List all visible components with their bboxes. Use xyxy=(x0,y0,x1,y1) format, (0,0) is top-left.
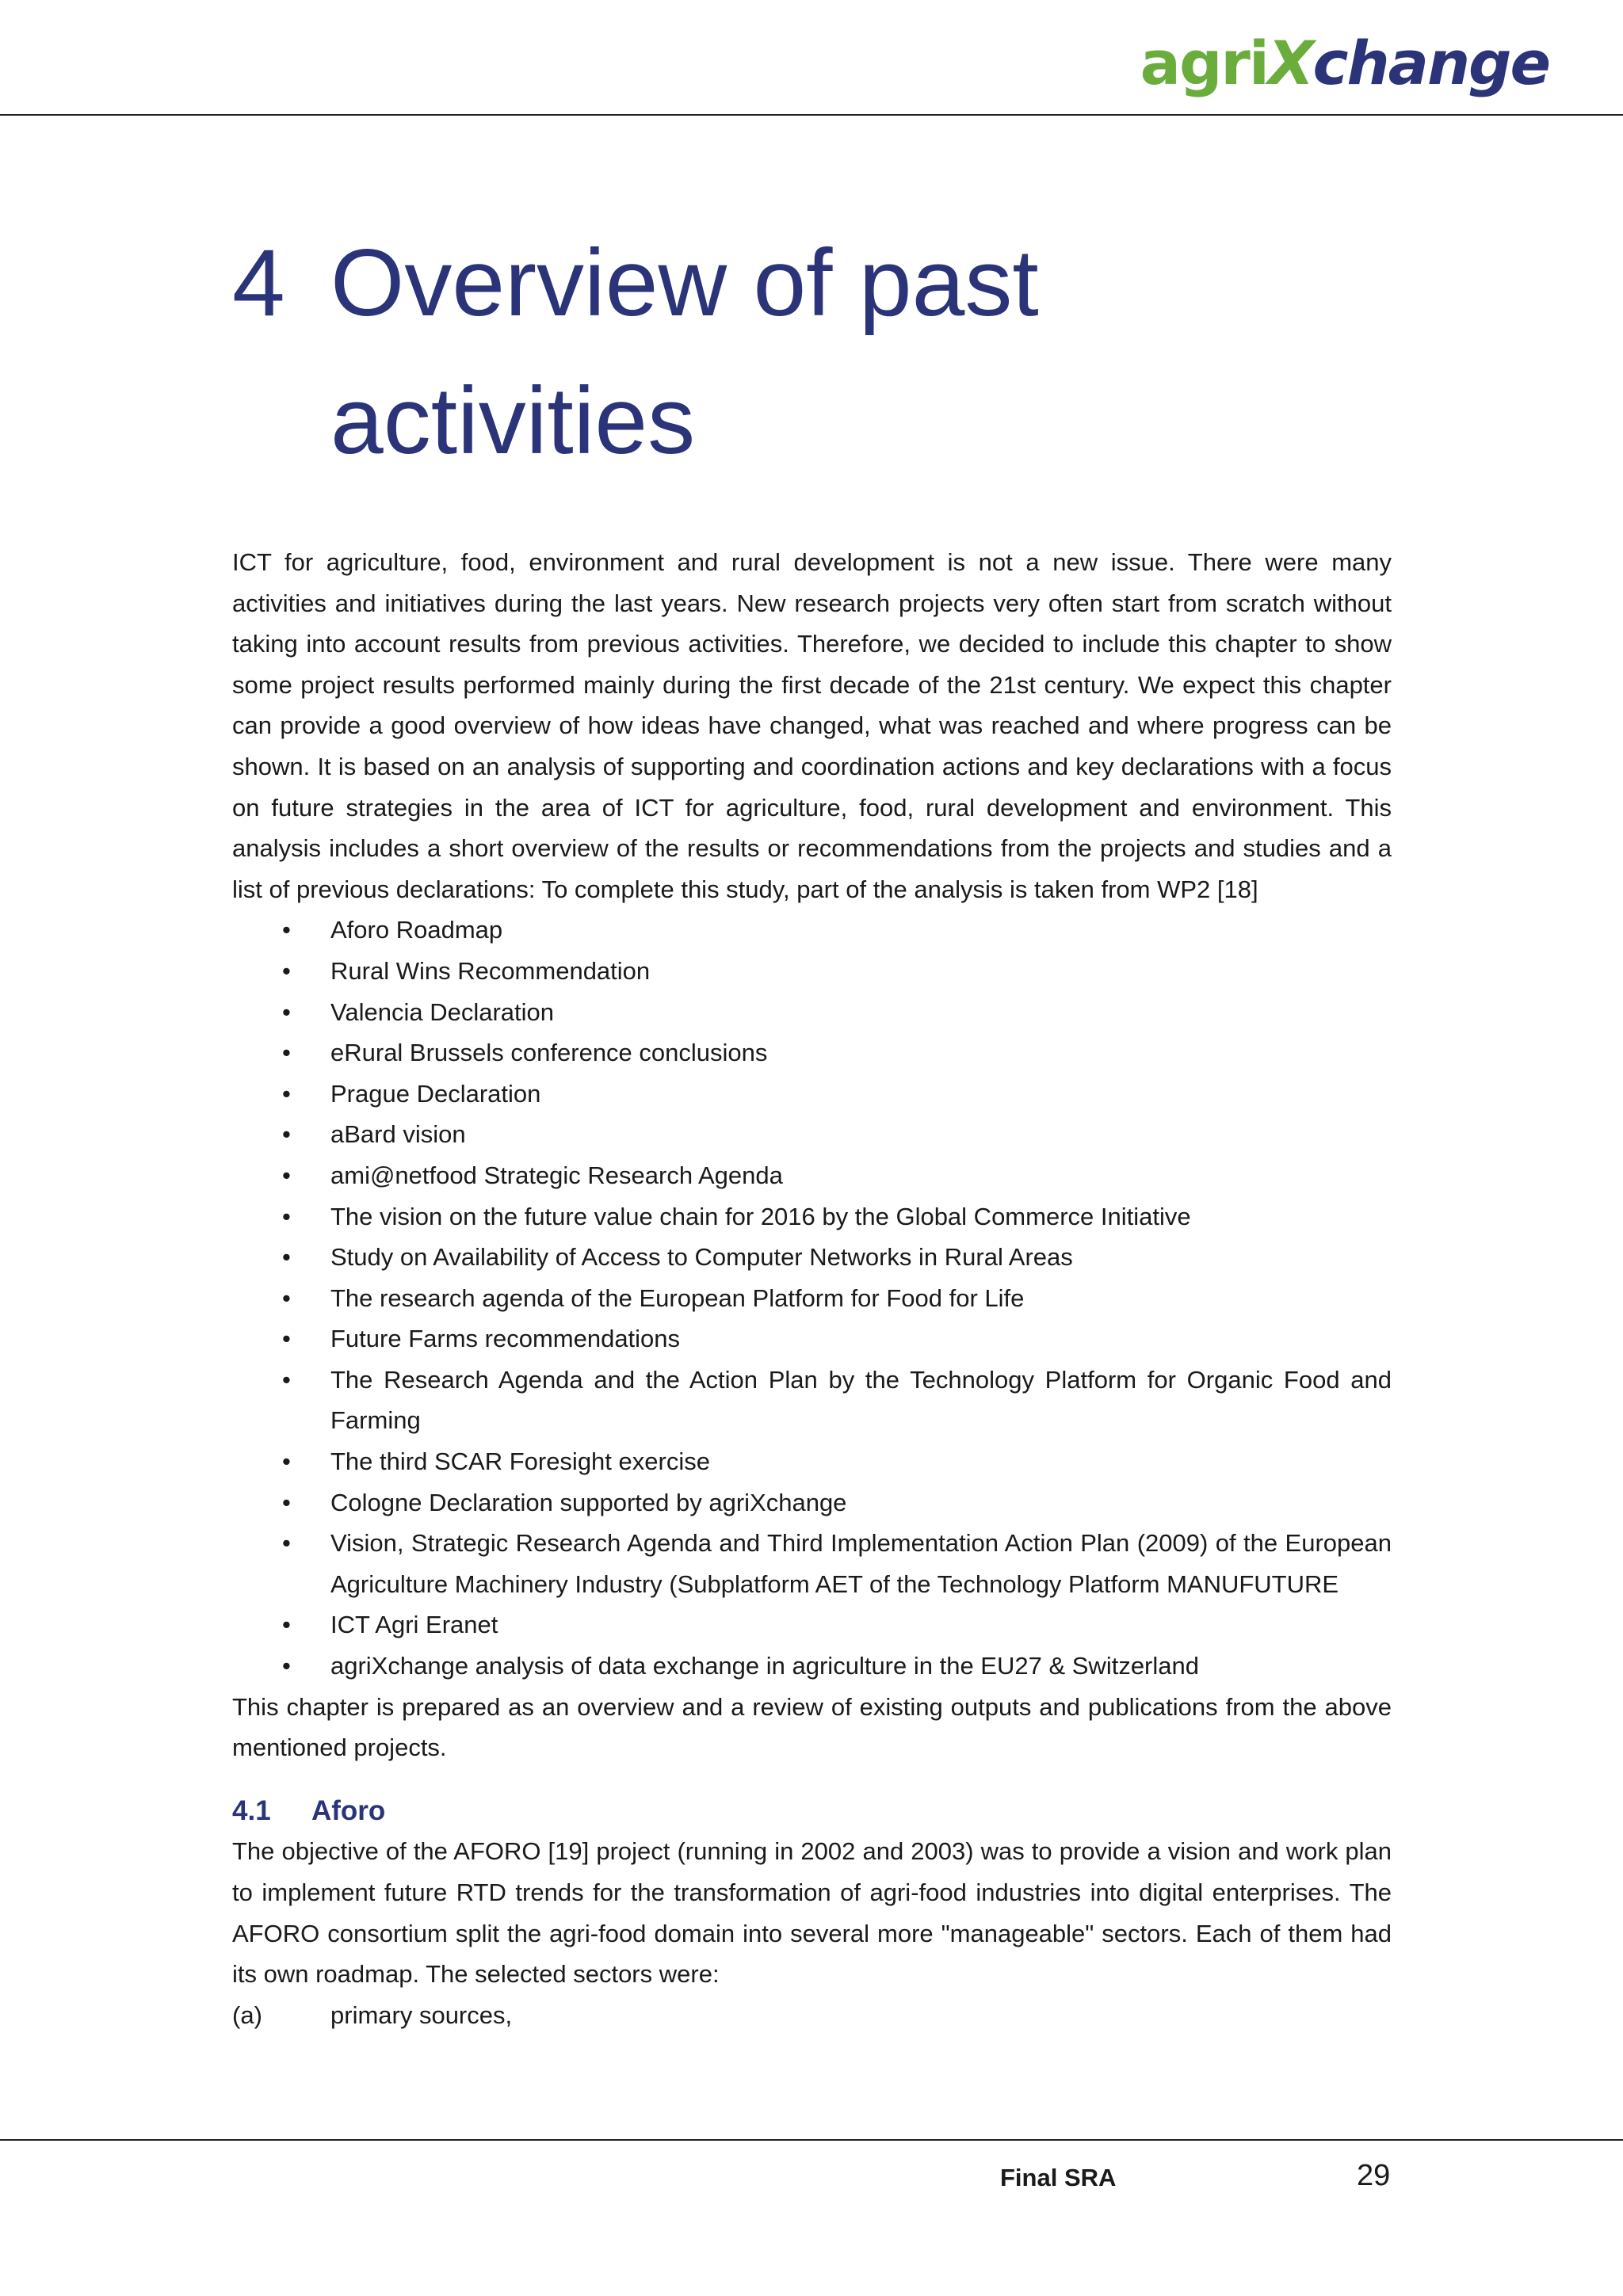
logo-agri: agri xyxy=(1140,28,1268,98)
header-divider xyxy=(0,114,1623,116)
agrixchange-logo xyxy=(1140,28,1549,98)
activities-list xyxy=(232,910,1392,1686)
footer-label: Final SRA xyxy=(1000,2164,1117,2191)
logo-change: change xyxy=(1312,28,1549,98)
chapter-number: 4 xyxy=(232,230,285,336)
list-item: • Prague Declaration xyxy=(232,1074,1392,1115)
enumerated-item-text: primary sources, xyxy=(330,2000,513,2029)
list-item: • eRural Brussels conference conclusions xyxy=(232,1032,1392,1074)
list-item: • ICT Agri Eranet xyxy=(232,1604,1392,1646)
page-content xyxy=(232,214,1392,2035)
list-item: • Rural Wins Recommendation xyxy=(232,951,1392,992)
list-item: • The vision on the future value chain for 2016 by the Global Commerce Initiative xyxy=(232,1196,1392,1238)
logo-x: X xyxy=(1267,28,1313,98)
section-number: 4.1 xyxy=(232,1794,271,1826)
list-item: • Study on Availability of Access to Computer Networks in Rural Areas xyxy=(232,1237,1392,1278)
closing-paragraph: This chapter is prepared as an overview and a review of existing outputs and publications from the above mentioned projects. xyxy=(232,1692,1392,1762)
enumerated-item xyxy=(232,1995,1392,2036)
chapter-heading xyxy=(232,214,1392,490)
list-item: • Aforo Roadmap xyxy=(232,910,1392,951)
section-title: Aforo xyxy=(311,1794,386,1826)
section-paragraph: The objective of the AFORO [19] project (running in 2002 and 2003) was to provide a vision and work plan to implement future RTD trends for the transformation of agri-food industries into digital enterprises. The AFORO consortium split the agri-food domain into several more "manageable" sectors. Each of them had its own roadmap. The selected sectors were: xyxy=(232,1837,1392,1989)
enumerated-item-label: (a) xyxy=(232,2000,262,2029)
list-item: • ami@netfood Strategic Research Agenda xyxy=(232,1155,1392,1196)
list-item: • The research agenda of the European Platform for Food for Life xyxy=(232,1278,1392,1319)
list-item: • Valencia Declaration xyxy=(232,992,1392,1033)
list-item: • The third SCAR Foresight exercise xyxy=(232,1441,1392,1482)
chapter-title: Overview of past activities xyxy=(330,230,1039,474)
list-item: • aBard vision xyxy=(232,1114,1392,1155)
list-item: • Cologne Declaration supported by agriXchange xyxy=(232,1482,1392,1524)
list-item: • Future Farms recommendations xyxy=(232,1318,1392,1360)
list-item: • Vision, Strategic Research Agenda and Third Implementation Action Plan (2009) of the European Agriculture Machinery Industry (Subplatform AET of the Technology Platform MANUFUTURE xyxy=(232,1523,1392,1604)
section-heading xyxy=(232,1791,1392,1832)
page-number: 29 xyxy=(1357,2159,1391,2192)
list-item: • The Research Agenda and the Action Plan by the Technology Platform for Organic Food and Farming xyxy=(232,1360,1392,1441)
intro-paragraph: ICT for agriculture, food, environment and rural development is not a new issue. There were many activities and initiatives during the last years. New research projects very often start from scratch without taking into account results from previous activities. Therefore, we decided to include this chapter to show some project results performed mainly during the first decade of the 21st century. We expect this chapter can provide a good overview of how ideas have changed, what was reached and where progress can be shown. It is based on an analysis of supporting and coordination actions and key declarations with a focus on future strategies in the area of ICT for agriculture, food, rural development and environment. This analysis includes a short overview of the results or recommendations from the projects and studies and a list of previous declarations: To complete this study, part of the analysis is taken from WP2 [18] xyxy=(232,548,1392,903)
list-item: • agriXchange analysis of data exchange in agriculture in the EU27 & Switzerland xyxy=(232,1646,1392,1687)
footer-divider xyxy=(0,2139,1623,2141)
